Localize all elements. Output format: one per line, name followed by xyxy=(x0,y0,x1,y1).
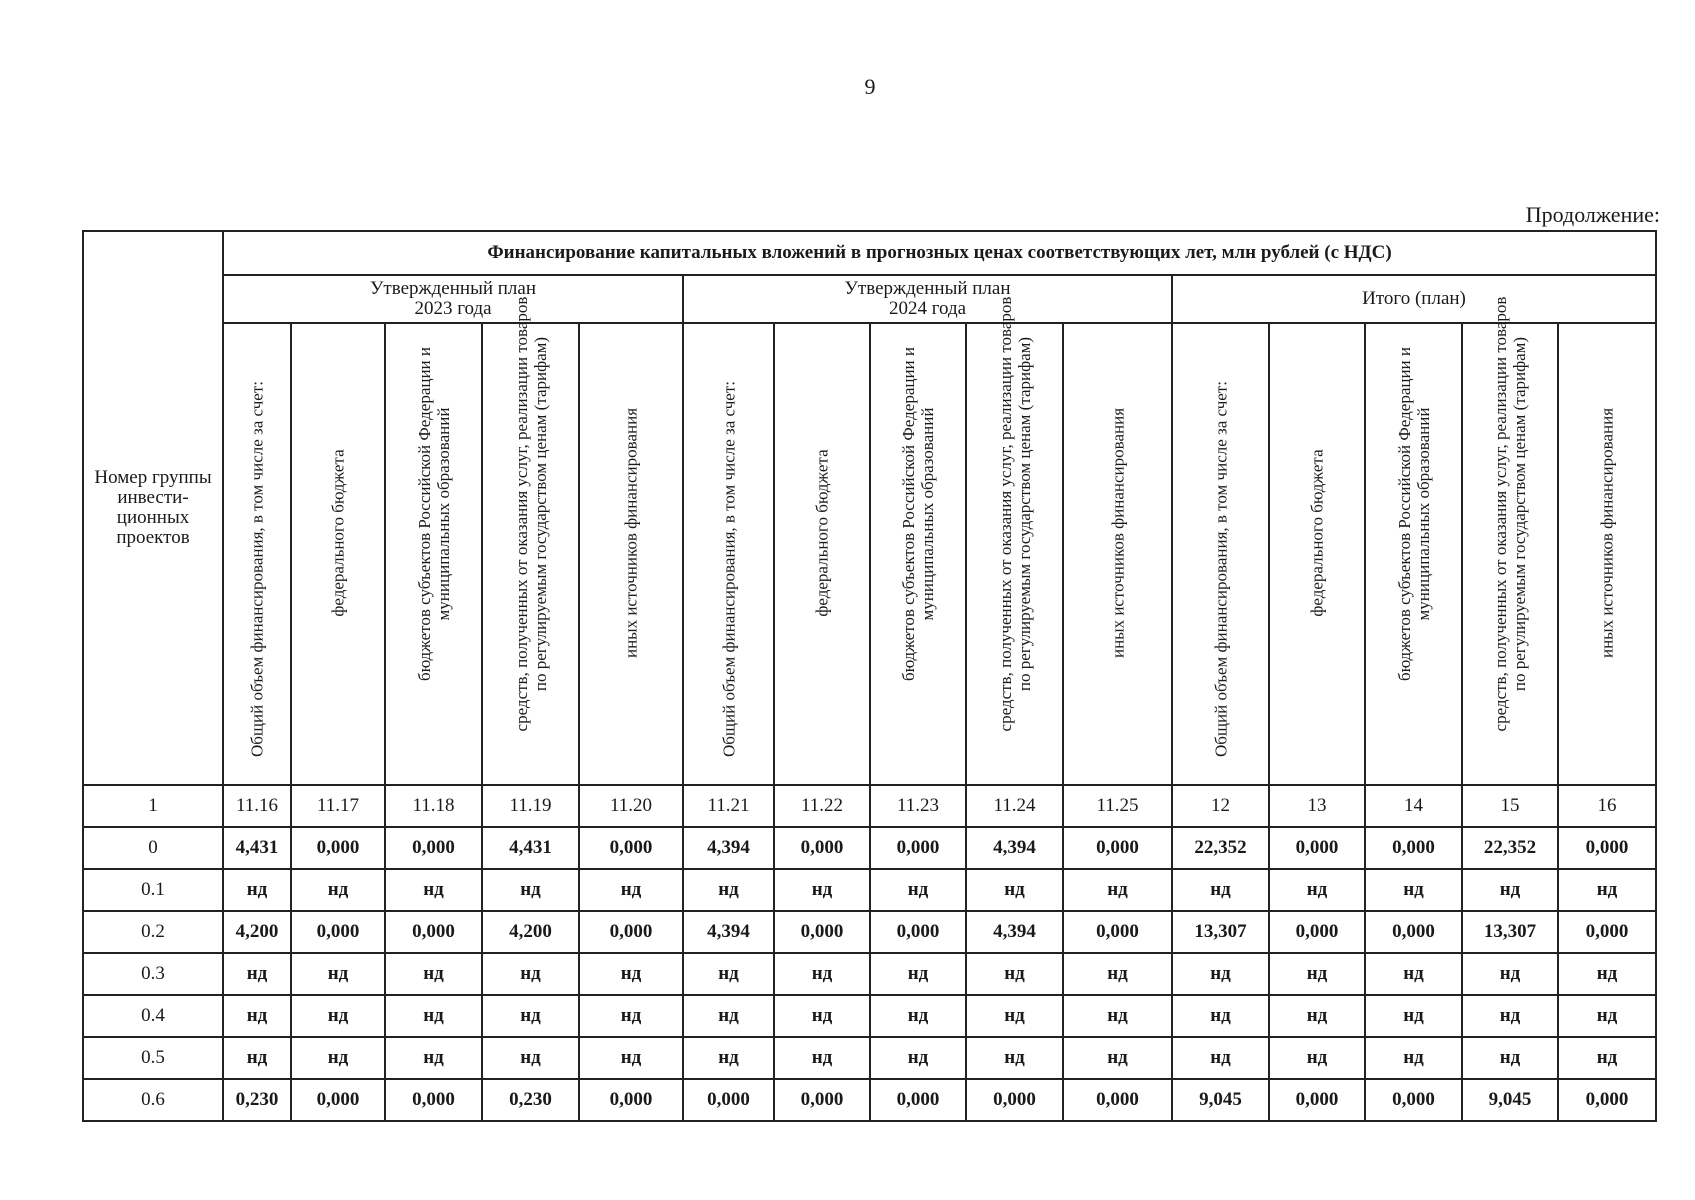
value-cell: 0,000 xyxy=(1558,1079,1656,1121)
group-number-cell: 0.6 xyxy=(83,1079,223,1121)
column-number: 11.23 xyxy=(870,785,966,827)
value-cell: 0,230 xyxy=(223,1079,291,1121)
value-cell: нд xyxy=(1558,1037,1656,1079)
value-cell: нд xyxy=(1365,1037,1462,1079)
value-cell: нд xyxy=(1063,953,1172,995)
value-cell: 0,000 xyxy=(1269,827,1365,869)
continuation-label: Продолжение: xyxy=(1525,202,1660,227)
value-cell: нд xyxy=(966,953,1063,995)
value-cell: 4,394 xyxy=(683,911,774,953)
column-number: 11.24 xyxy=(966,785,1063,827)
value-cell: 0,000 xyxy=(1063,827,1172,869)
value-cell: нд xyxy=(1063,869,1172,911)
value-cell: нд xyxy=(385,995,482,1037)
column-number: 11.25 xyxy=(1063,785,1172,827)
value-cell: 9,045 xyxy=(1462,1079,1558,1121)
subcol-tariffs xyxy=(1462,296,1558,785)
value-cell: нд xyxy=(1462,995,1558,1037)
value-cell: нд xyxy=(223,995,291,1037)
value-cell: нд xyxy=(1172,953,1269,995)
value-cell: нд xyxy=(870,953,966,995)
subcol-label: Общий объем финансирования, в том числе за счет: xyxy=(718,380,738,757)
column-number: 15 xyxy=(1462,785,1558,827)
value-cell: нд xyxy=(1558,953,1656,995)
value-cell: нд xyxy=(1269,953,1365,995)
value-cell: 0,000 xyxy=(385,911,482,953)
value-cell: 0,000 xyxy=(1269,1079,1365,1121)
value-cell: нд xyxy=(1462,953,1558,995)
column-number: 14 xyxy=(1365,785,1462,827)
period-line2: 2024 года xyxy=(888,298,967,319)
value-cell: 4,394 xyxy=(966,911,1063,953)
value-cell: 0,000 xyxy=(1269,911,1365,953)
table-row xyxy=(83,869,1656,911)
value-cell: нд xyxy=(1172,995,1269,1037)
value-cell: нд xyxy=(223,869,291,911)
value-cell: нд xyxy=(1462,1037,1558,1079)
subcol-regional xyxy=(870,323,966,785)
column-number: 11.20 xyxy=(579,785,683,827)
value-cell: нд xyxy=(385,1037,482,1079)
value-cell: нд xyxy=(1172,869,1269,911)
subcol-federal xyxy=(1269,323,1365,785)
column-number: 16 xyxy=(1558,785,1656,827)
value-cell: нд xyxy=(1063,995,1172,1037)
main-header: Финансирование капитальных вложений в прогнозных ценах соответствующих лет, млн рублей (с НДС) xyxy=(223,231,1656,275)
value-cell: нд xyxy=(774,953,870,995)
value-cell: нд xyxy=(774,869,870,911)
subcol-federal xyxy=(291,323,385,785)
subcol-label: иных источников финансирования xyxy=(1107,407,1127,658)
group-number-cell: 0.4 xyxy=(83,995,223,1037)
value-cell: нд xyxy=(291,953,385,995)
value-cell: нд xyxy=(291,1037,385,1079)
value-cell: 0,000 xyxy=(1063,911,1172,953)
group-number-cell: 0.5 xyxy=(83,1037,223,1079)
subcol-label: бюджетов субъектов Российской Федерации и муниципальных образований xyxy=(414,346,453,681)
value-cell: 0,000 xyxy=(1063,1079,1172,1121)
value-cell: 0,000 xyxy=(385,1079,482,1121)
value-cell: 4,394 xyxy=(683,827,774,869)
value-cell: 0,000 xyxy=(870,1079,966,1121)
table-row xyxy=(83,953,1656,995)
column-number: 11.18 xyxy=(385,785,482,827)
value-cell: нд xyxy=(291,995,385,1037)
period-line1: Утвержденный план xyxy=(844,278,1011,300)
value-cell: 0,000 xyxy=(385,827,482,869)
value-cell: 0,000 xyxy=(774,911,870,953)
subcol-label: федерального бюджета xyxy=(1307,449,1327,617)
period-line1: Утвержденный план xyxy=(369,278,537,300)
row-header-cell: Номер группы инвести-ционных проектов xyxy=(83,231,223,785)
value-cell: нд xyxy=(1269,1037,1365,1079)
value-cell: нд xyxy=(1365,953,1462,995)
value-cell: 4,200 xyxy=(223,911,291,953)
value-cell: 0,000 xyxy=(1558,911,1656,953)
table-row xyxy=(83,911,1656,953)
value-cell: нд xyxy=(683,1037,774,1079)
value-cell: нд xyxy=(683,869,774,911)
value-cell: нд xyxy=(774,1037,870,1079)
subcol-regional xyxy=(1365,323,1462,785)
subcol-label: иных источников финансирования xyxy=(621,407,641,658)
value-cell: нд xyxy=(579,995,683,1037)
column-number: 1 xyxy=(83,785,223,827)
column-number: 11.17 xyxy=(291,785,385,827)
value-cell: 13,307 xyxy=(1172,911,1269,953)
column-number: 11.22 xyxy=(774,785,870,827)
subcol-regional xyxy=(385,323,482,785)
table-row xyxy=(83,827,1656,869)
value-cell: 0,000 xyxy=(1365,1079,1462,1121)
column-number: 11.21 xyxy=(683,785,774,827)
value-cell: 0,000 xyxy=(870,827,966,869)
value-cell: 4,431 xyxy=(223,827,291,869)
subcol-label: средств, полученных от оказания услуг, реализации товаров по регулируемым государством ценам (тарифам) xyxy=(995,296,1034,732)
value-cell: нд xyxy=(1172,1037,1269,1079)
value-cell: 0,000 xyxy=(870,911,966,953)
subcol-label: бюджетов субъектов Российской Федерации и муниципальных образований xyxy=(898,346,937,681)
value-cell: 0,000 xyxy=(1365,827,1462,869)
value-cell: нд xyxy=(482,995,579,1037)
value-cell: 0,000 xyxy=(966,1079,1063,1121)
value-cell: нд xyxy=(1269,869,1365,911)
value-cell: нд xyxy=(1558,869,1656,911)
column-number: 11.16 xyxy=(223,785,291,827)
group-number-cell: 0.2 xyxy=(83,911,223,953)
value-cell: 4,431 xyxy=(482,827,579,869)
value-cell: нд xyxy=(1365,869,1462,911)
subcol-other xyxy=(1063,323,1172,785)
subcol-tariffs xyxy=(482,296,579,785)
table-row xyxy=(83,1037,1656,1079)
period-line1: Итого (план) xyxy=(1362,288,1466,310)
value-cell: нд xyxy=(482,953,579,995)
value-cell: нд xyxy=(385,953,482,995)
value-cell: нд xyxy=(385,869,482,911)
column-number: 12 xyxy=(1172,785,1269,827)
value-cell: нд xyxy=(966,995,1063,1037)
value-cell: 0,000 xyxy=(579,827,683,869)
value-cell: нд xyxy=(482,869,579,911)
table-row xyxy=(83,1079,1656,1121)
header-row-subcolumns xyxy=(83,323,1656,785)
value-cell: нд xyxy=(966,1037,1063,1079)
value-cell: 0,000 xyxy=(1558,827,1656,869)
header-row-main xyxy=(83,231,1656,275)
value-cell: нд xyxy=(223,1037,291,1079)
table-data-body xyxy=(83,827,1656,1121)
value-cell: 0,000 xyxy=(1365,911,1462,953)
value-cell: 22,352 xyxy=(1462,827,1558,869)
value-cell: 4,200 xyxy=(482,911,579,953)
subcol-federal xyxy=(774,323,870,785)
value-cell: 0,230 xyxy=(482,1079,579,1121)
value-cell: нд xyxy=(1558,995,1656,1037)
value-cell: 22,352 xyxy=(1172,827,1269,869)
value-cell: нд xyxy=(1063,1037,1172,1079)
subcol-label: Общий объем финансирования, в том числе за счет: xyxy=(247,380,267,757)
value-cell: 0,000 xyxy=(774,827,870,869)
value-cell: 9,045 xyxy=(1172,1079,1269,1121)
value-cell: нд xyxy=(482,1037,579,1079)
value-cell: нд xyxy=(579,953,683,995)
subcol-label: федерального бюджета xyxy=(328,449,348,617)
value-cell: нд xyxy=(683,953,774,995)
subcol-label: средств, полученных от оказания услуг, реализации товаров по регулируемым государством ценам (тарифам) xyxy=(511,296,550,732)
value-cell: нд xyxy=(774,995,870,1037)
subcol-other xyxy=(579,323,683,785)
value-cell: 0,000 xyxy=(774,1079,870,1121)
value-cell: 0,000 xyxy=(579,1079,683,1121)
period-line2: 2023 года xyxy=(414,298,492,319)
subcol-label: средств, полученных от оказания услуг, реализации товаров по регулируемым государством ценам (тарифам) xyxy=(1490,296,1529,732)
value-cell: нд xyxy=(870,995,966,1037)
page-number: 9 xyxy=(864,74,876,99)
value-cell: 0,000 xyxy=(291,827,385,869)
subcol-tariffs xyxy=(966,296,1063,785)
financing-table xyxy=(82,230,1657,1122)
column-number-row xyxy=(83,785,1656,827)
value-cell: нд xyxy=(1365,995,1462,1037)
table-row xyxy=(83,995,1656,1037)
value-cell: 13,307 xyxy=(1462,911,1558,953)
value-cell: нд xyxy=(1462,869,1558,911)
value-cell: нд xyxy=(223,953,291,995)
value-cell: нд xyxy=(579,1037,683,1079)
group-number-cell: 0.1 xyxy=(83,869,223,911)
subcol-total xyxy=(1172,323,1269,785)
value-cell: нд xyxy=(870,1037,966,1079)
value-cell: нд xyxy=(579,869,683,911)
column-number: 13 xyxy=(1269,785,1365,827)
subcol-total xyxy=(683,323,774,785)
value-cell: 0,000 xyxy=(291,1079,385,1121)
group-number-cell: 0.3 xyxy=(83,953,223,995)
subcol-label: федерального бюджета xyxy=(812,449,832,617)
value-cell: нд xyxy=(291,869,385,911)
value-cell: нд xyxy=(966,869,1063,911)
subcol-total xyxy=(223,323,291,785)
column-number: 11.19 xyxy=(482,785,579,827)
value-cell: 0,000 xyxy=(291,911,385,953)
value-cell: нд xyxy=(683,995,774,1037)
subcol-label: Общий объем финансирования, в том числе за счет: xyxy=(1210,380,1230,757)
value-cell: 4,394 xyxy=(966,827,1063,869)
value-cell: 0,000 xyxy=(579,911,683,953)
value-cell: нд xyxy=(870,869,966,911)
value-cell: нд xyxy=(1269,995,1365,1037)
value-cell: 0,000 xyxy=(683,1079,774,1121)
subcol-label: бюджетов субъектов Российской Федерации и муниципальных образований xyxy=(1394,346,1433,681)
subcol-label: иных источников финансирования xyxy=(1597,407,1617,658)
subcol-other xyxy=(1558,323,1656,785)
group-number-cell: 0 xyxy=(83,827,223,869)
